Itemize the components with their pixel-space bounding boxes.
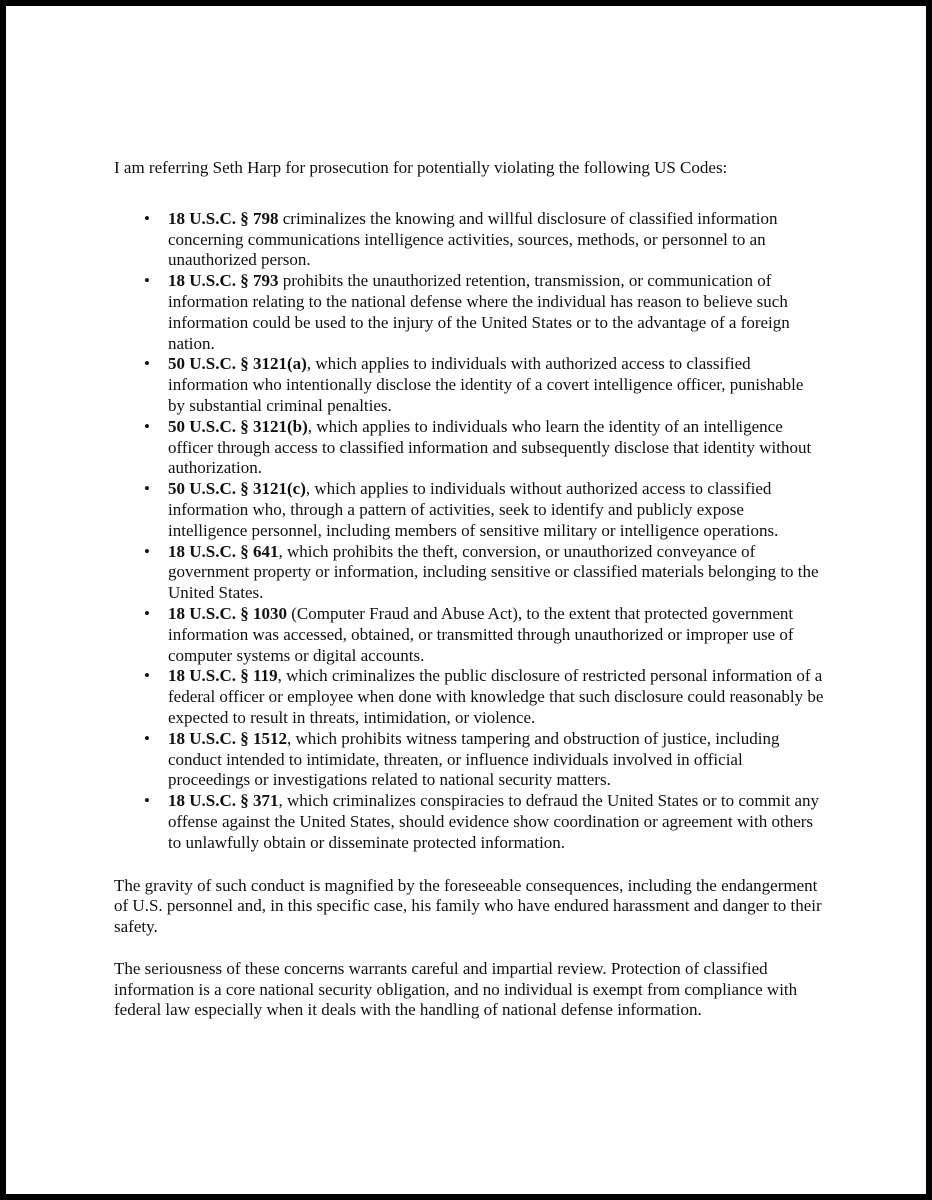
- us-code-list: [114, 209, 824, 854]
- code-citation: 18 U.S.C. § 371: [168, 791, 279, 811]
- code-description: , which applies to individuals with authorized access to classified information who intentionally disclose the identity of a covert intelligence officer, punishable by substantial criminal penalties.: [168, 354, 804, 415]
- code-citation: 18 U.S.C. § 641: [168, 541, 279, 561]
- code-description: , which criminalizes conspiracies to defraud the United States or to commit any offense against the United States, should evidence show coordination or agreement with others to unlawfully obtain or disseminate protected information.: [168, 791, 820, 852]
- list-item: [144, 541, 824, 604]
- bullet-icon: •: [144, 271, 150, 291]
- code-citation: 18 U.S.C. § 1512: [168, 728, 288, 748]
- list-item: [144, 666, 824, 728]
- list-item: [144, 354, 824, 416]
- list-item: [144, 208, 824, 271]
- code-citation: 18 U.S.C. § 119: [168, 666, 278, 686]
- bullet-icon: •: [144, 603, 150, 623]
- code-description: , which applies to individuals who learn the identity of an intelligence officer through access to classified information and subsequently disclose that identity without authorization.: [168, 416, 812, 478]
- bullet-icon: •: [144, 354, 150, 374]
- code-description: , which prohibits witness tampering and obstruction of justice, including conduct intended to intimidate, threaten, or influence individuals involved in official proceedings or investigations related to national security matters.: [168, 728, 780, 790]
- code-citation: 50 U.S.C. § 3121(c): [168, 479, 306, 499]
- code-description: , which applies to individuals without authorized access to classified information who, through a pattern of activities, seek to identify and publicly expose intelligence personnel, including members of sensitive military or intelligence operations.: [168, 479, 779, 540]
- bullet-icon: •: [144, 208, 150, 228]
- code-description: prohibits the unauthorized retention, transmission, or communication of information relating to the national defense where the individual has reason to believe such information could be used to the injury of the United States or to the advantage of a foreign nation.: [168, 271, 790, 353]
- seriousness-paragraph: The seriousness of these concerns warrants careful and impartial review. Protection of classified information is a core national security obligation, and no individual is exempt from compliance with federal law especially when it deals with the handling of national defense information.: [114, 958, 798, 1020]
- code-citation: 50 U.S.C. § 3121(b): [168, 416, 308, 436]
- list-item: [144, 271, 824, 354]
- document-page: [6, 6, 926, 1194]
- gravity-paragraph: The gravity of such conduct is magnified by the foreseeable consequences, including the endangerment of U.S. personnel and, in this specific case, his family who have endured harassment and danger to their safety.: [114, 875, 822, 937]
- list-item: [144, 791, 824, 853]
- bullet-icon: •: [144, 666, 150, 686]
- bullet-icon: •: [144, 416, 150, 436]
- bullet-icon: •: [144, 541, 150, 561]
- bullet-icon: •: [144, 728, 150, 748]
- intro-paragraph: I am referring Seth Harp for prosecution for potentially violating the following US Codes:: [114, 158, 728, 177]
- list-item: [144, 416, 824, 479]
- code-citation: 50 U.S.C. § 3121(a): [168, 354, 307, 374]
- list-item: [144, 479, 824, 541]
- code-description: criminalizes the knowing and willful disclosure of classified information concerning communications intelligence activities, sources, methods, or personnel to an unauthorized person.: [168, 208, 778, 270]
- code-description: (Computer Fraud and Abuse Act), to the extent that protected government information was accessed, obtained, or transmitted through unauthorized or improper use of computer systems or digital accounts.: [168, 603, 794, 665]
- document-body: [114, 158, 824, 1021]
- code-citation: 18 U.S.C. § 793: [168, 271, 279, 291]
- bullet-icon: •: [144, 791, 150, 811]
- bullet-icon: •: [144, 479, 150, 499]
- code-citation: 18 U.S.C. § 1030: [168, 603, 288, 623]
- code-description: , which criminalizes the public disclosure of restricted personal information of a federal officer or employee when done with knowledge that such disclosure could reasonably be expected to result in threats, intimidation, or violence.: [168, 666, 824, 727]
- code-citation: 18 U.S.C. § 798: [168, 208, 279, 228]
- code-description: , which prohibits the theft, conversion, or unauthorized conveyance of government property or information, including sensitive or classified materials belonging to the United States.: [168, 541, 819, 603]
- list-item: [144, 728, 824, 791]
- list-item: [144, 603, 824, 666]
